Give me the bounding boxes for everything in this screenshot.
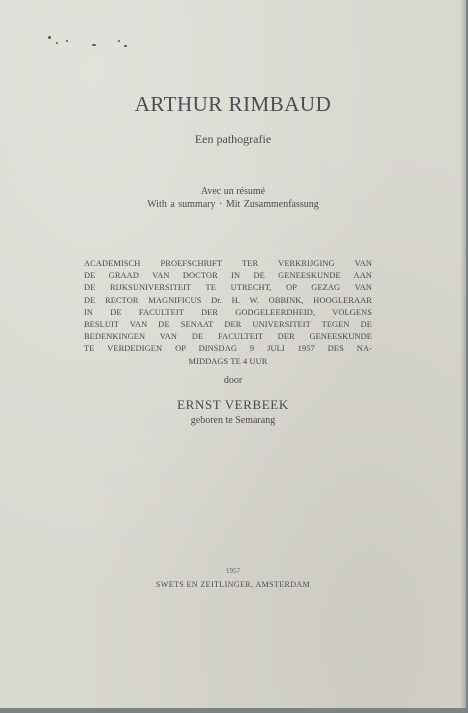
ink-spot bbox=[66, 40, 68, 42]
thesis-line: BESLUIT VAN DE SENAAT DER UNIVERSITEIT TEGEN DE bbox=[84, 320, 372, 330]
thesis-line: DE GRAAD VAN DOCTOR IN DE GENEESKUNDE AAN bbox=[84, 271, 372, 281]
thesis-statement bbox=[84, 258, 372, 368]
author-name: ERNST VERBEEK bbox=[177, 397, 289, 412]
ink-spot bbox=[92, 44, 96, 46]
thesis-line: IN DE FACULTEIT DER GODGELEERDHEID, VOLGENS bbox=[84, 307, 372, 317]
thesis-line: ACADEMISCH PROEFSCHRIFT TER VERKRIJGING VAN bbox=[84, 259, 372, 268]
thesis-line: BEDENKINGEN VAN DE FACULTEIT DER GENEESKUNDE bbox=[84, 332, 372, 342]
resume-line-2: With a summary · Mit Zusammenfassung bbox=[147, 199, 319, 210]
resume-line-1: Avec un résumé bbox=[200, 186, 266, 197]
publication-year: 1957 bbox=[226, 567, 240, 575]
ink-spot bbox=[118, 40, 120, 42]
publisher: SWETS EN ZEITLINGER, AMSTERDAM bbox=[155, 580, 311, 589]
book-title: ARTHUR RIMBAUD bbox=[134, 92, 332, 116]
ink-spot bbox=[124, 45, 127, 47]
book-subtitle: Een pathografie bbox=[194, 132, 272, 146]
thesis-line: TE VERDEDIGEN OP DINSDAG 9 JULI 1957 DES NA- bbox=[84, 344, 372, 354]
author-birthplace: geboren te Semarang bbox=[190, 415, 276, 426]
thesis-line: DE RECTOR MAGNIFICUS Dr. H. W. OBBINK, HOOGLERAAR bbox=[84, 295, 372, 305]
ink-spot bbox=[56, 42, 58, 44]
ink-spot bbox=[48, 36, 51, 39]
thesis-line: DE RIJKSUNIVERSITEIT TE UTRECHT, OP GEZAG VAN bbox=[84, 283, 372, 293]
thesis-line: MIDDAGS TE 4 UUR bbox=[188, 356, 268, 366]
by-label: door bbox=[223, 375, 243, 386]
